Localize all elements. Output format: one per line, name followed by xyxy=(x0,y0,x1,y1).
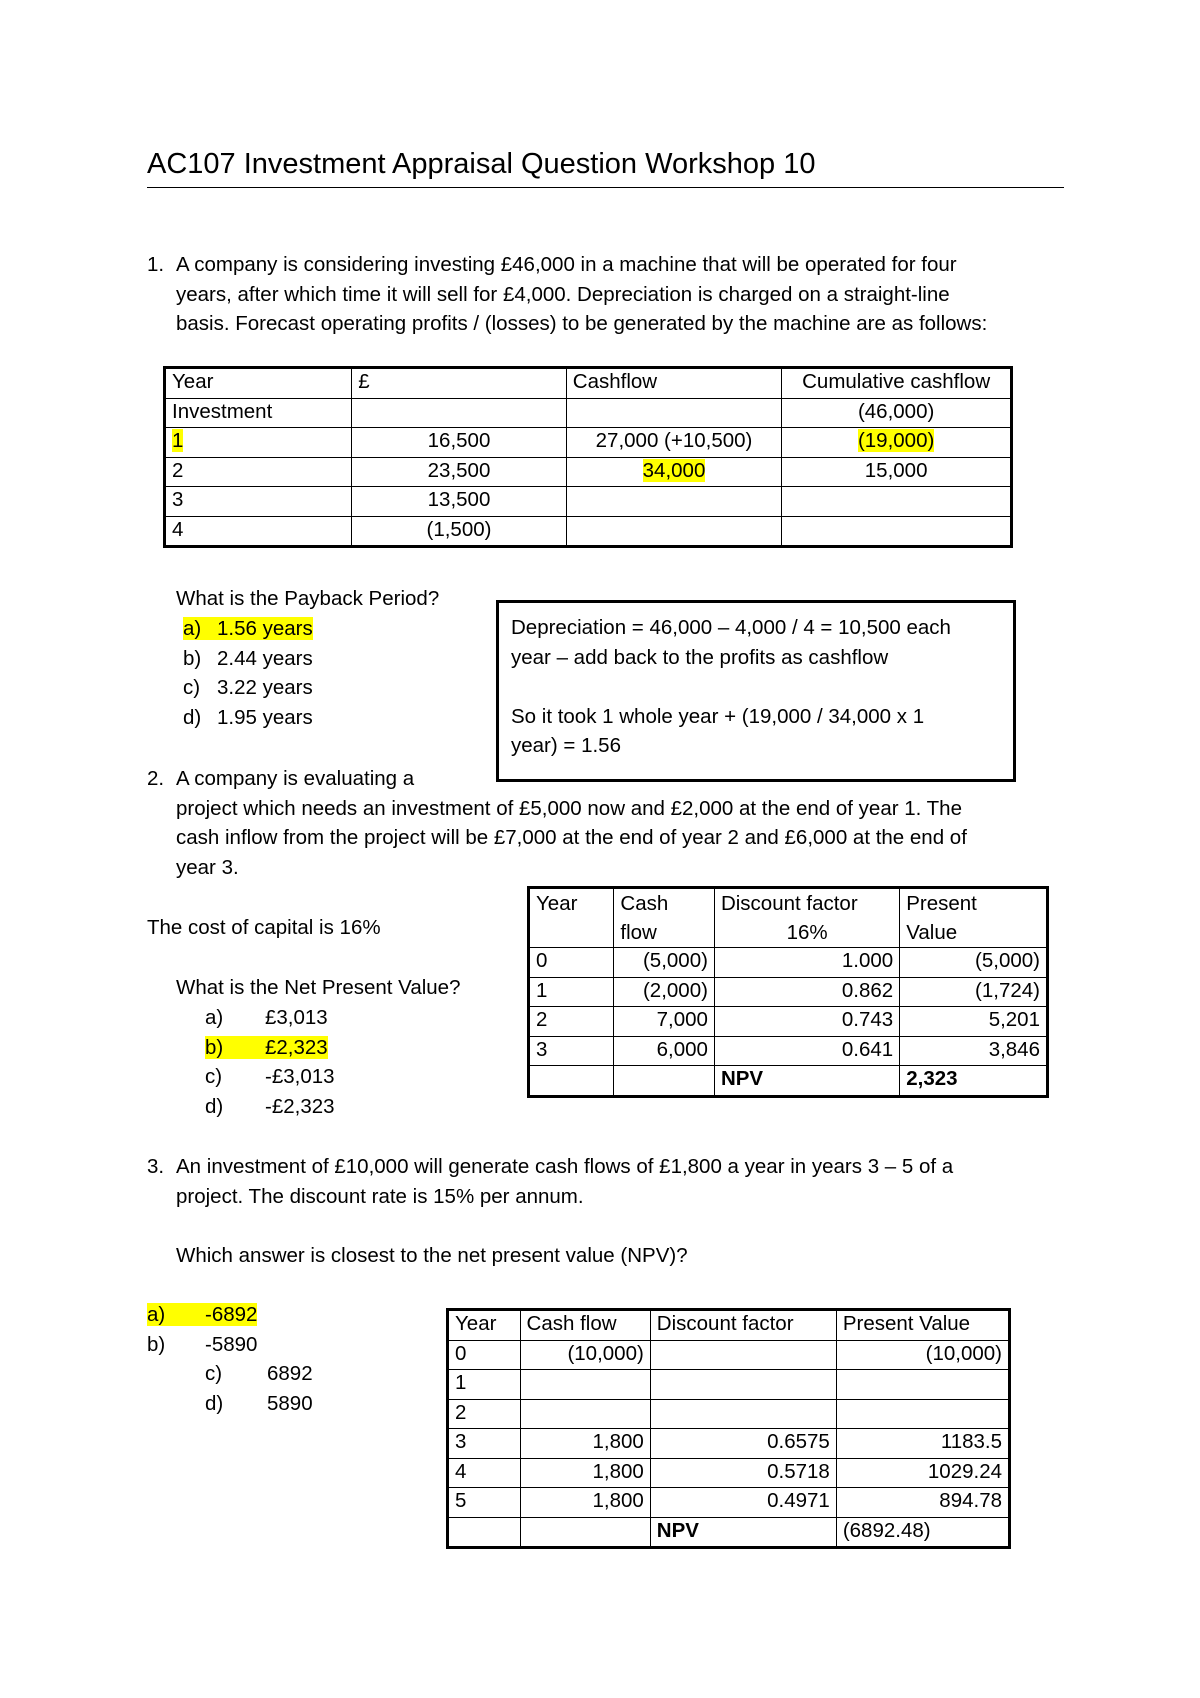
table-cell: (2,000) xyxy=(614,977,715,1007)
table-cell: 27,000 (+10,500) xyxy=(566,428,782,458)
table-header-row xyxy=(529,888,1048,948)
header-cell: Present Value xyxy=(836,1310,1009,1341)
header-cell xyxy=(614,888,715,948)
q1-number: 1. xyxy=(147,253,165,276)
table-cell: 1 xyxy=(529,977,614,1007)
table-cell: (46,000) xyxy=(782,398,1012,428)
table-cell xyxy=(448,1517,521,1548)
q3-options xyxy=(147,1300,313,1418)
option-letter: d) xyxy=(205,1094,224,1118)
table-cell xyxy=(520,1370,650,1400)
header-cell: Year xyxy=(448,1310,521,1341)
option-letter: b) xyxy=(183,646,202,670)
highlighted-answer xyxy=(147,1303,257,1326)
table-cell: 3 xyxy=(165,487,352,517)
table-cell: 894.78 xyxy=(836,1488,1009,1518)
table-row xyxy=(448,1370,1010,1400)
table-row xyxy=(448,1488,1010,1518)
table-cell xyxy=(650,1370,836,1400)
option-d[interactable] xyxy=(147,1389,313,1419)
option-letter: d) xyxy=(183,705,202,729)
table-row xyxy=(529,977,1048,1007)
option-text: 6892 xyxy=(267,1362,313,1385)
npv-value: 2,323 xyxy=(900,1066,1048,1097)
table-cell: 4 xyxy=(448,1458,521,1488)
table-cell: 1.000 xyxy=(714,948,899,978)
option-c[interactable] xyxy=(205,1062,335,1092)
option-d[interactable] xyxy=(183,703,313,733)
table-cell xyxy=(352,398,567,428)
table-cell xyxy=(165,428,352,458)
highlighted-year: 1 xyxy=(172,429,184,452)
q3-text-line: An investment of £10,000 will generate cash flows of £1,800 a year in years 3 – 5 of a xyxy=(176,1155,954,1178)
table-cell: 0.641 xyxy=(714,1036,899,1066)
option-a[interactable] xyxy=(183,614,313,644)
highlighted-cashflow: 34,000 xyxy=(642,458,706,482)
q1-text-line: years, after which time it will sell for £4,000. Depreciation is charged on a straight-line xyxy=(176,282,950,306)
header-cell xyxy=(529,888,614,948)
table-cell: (10,000) xyxy=(520,1340,650,1370)
working-line: year – add back to the profits as cashflow xyxy=(511,645,889,669)
q1-question: What is the Payback Period? xyxy=(176,587,440,610)
header-text: 16% xyxy=(786,921,828,944)
option-letter: c) xyxy=(205,1065,223,1088)
header-cell: Cashflow xyxy=(566,368,782,399)
table-header-row xyxy=(448,1310,1010,1341)
option-letter: b) xyxy=(205,1035,224,1059)
q2-number: 2. xyxy=(147,767,165,790)
table-cell: 2 xyxy=(448,1399,521,1429)
option-letter: c) xyxy=(205,1362,223,1385)
table-cell: 0.862 xyxy=(714,977,899,1007)
q1-text-line: basis. Forecast operating profits / (losses) to be generated by the machine are as follows: xyxy=(176,312,988,335)
option-text: £2,323 xyxy=(265,1035,328,1059)
npv-label: NPV xyxy=(650,1517,836,1548)
table-row xyxy=(165,516,1012,547)
table-cell xyxy=(566,398,782,428)
option-c[interactable] xyxy=(147,1359,313,1389)
option-letter: a) xyxy=(147,1303,166,1326)
table-cell xyxy=(520,1399,650,1429)
table-cell xyxy=(782,516,1012,547)
option-text: -6892 xyxy=(205,1303,258,1326)
highlighted-answer xyxy=(205,1036,328,1059)
option-letter: c) xyxy=(183,676,201,699)
highlighted-answer xyxy=(183,617,313,640)
header-text: Value xyxy=(906,921,958,944)
header-text: Discount factor xyxy=(720,892,858,915)
option-text: -£2,323 xyxy=(265,1094,335,1118)
option-letter: a) xyxy=(205,1006,224,1029)
table-cell: 1,800 xyxy=(520,1429,650,1459)
table-row xyxy=(448,1429,1010,1459)
table-cell: (10,000) xyxy=(836,1340,1009,1370)
q2-text-line: project which needs an investment of £5,000 now and £2,000 at the end of year 1. The xyxy=(176,796,962,820)
table-cell: 15,000 xyxy=(782,457,1012,487)
option-b[interactable] xyxy=(147,1330,313,1360)
option-b[interactable] xyxy=(183,644,313,674)
table-cell xyxy=(520,1517,650,1548)
working-line: Depreciation = 46,000 – 4,000 / 4 = 10,500 each xyxy=(511,616,951,639)
q2-text-line: A company is evaluating a xyxy=(176,767,415,790)
option-text: £3,013 xyxy=(265,1006,328,1029)
q3-text-line: project. The discount rate is 15% per annum. xyxy=(176,1184,584,1208)
q2-text xyxy=(176,764,967,882)
npv-value: (6892.48) xyxy=(836,1517,1009,1548)
option-text: 2.44 years xyxy=(217,646,313,670)
q2-text-line: year 3. xyxy=(176,855,239,879)
table-cell: 5,201 xyxy=(900,1007,1048,1037)
q1-text xyxy=(176,250,987,339)
option-a[interactable] xyxy=(147,1300,313,1330)
table-cell: 1 xyxy=(448,1370,521,1400)
header-cell: Cumulative cashflow xyxy=(782,368,1012,399)
header-cell: Year xyxy=(165,368,352,399)
table-cell: 0 xyxy=(448,1340,521,1370)
table-cell xyxy=(836,1370,1009,1400)
option-a[interactable] xyxy=(205,1003,335,1033)
table-cell xyxy=(782,428,1012,458)
table-row xyxy=(165,428,1012,458)
table-header-row xyxy=(165,368,1012,399)
q3-question: Which answer is closest to the net present value (NPV)? xyxy=(176,1244,688,1267)
table-cell: 0.743 xyxy=(714,1007,899,1037)
q2-options xyxy=(205,1003,335,1121)
option-text: 5890 xyxy=(267,1391,313,1415)
table-cell: (1,724) xyxy=(900,977,1048,1007)
table-cell: 16,500 xyxy=(352,428,567,458)
table-cell: 0.6575 xyxy=(650,1429,836,1459)
table-row xyxy=(448,1340,1010,1370)
header-text: flow xyxy=(620,921,657,944)
option-text: -£3,013 xyxy=(265,1065,335,1088)
q3-table xyxy=(446,1308,1011,1549)
title-rule xyxy=(147,187,1064,188)
header-text: Year xyxy=(536,892,578,915)
option-text: -5890 xyxy=(205,1332,258,1356)
working-line: So it took 1 whole year + (19,000 / 34,000 x 1 xyxy=(511,704,925,728)
table-cell xyxy=(566,516,782,547)
q2-cost-of-capital: The cost of capital is 16% xyxy=(147,916,381,939)
table-row xyxy=(529,1007,1048,1037)
page-title: AC107 Investment Appraisal Question Workshop 10 xyxy=(147,148,816,180)
table-cell: 3 xyxy=(448,1429,521,1459)
table-row xyxy=(165,457,1012,487)
table-cell xyxy=(566,457,782,487)
table-row xyxy=(165,487,1012,517)
table-row xyxy=(529,1036,1048,1066)
table-cell: 6,000 xyxy=(614,1036,715,1066)
table-cell: 23,500 xyxy=(352,457,567,487)
header-cell: Discount factor xyxy=(650,1310,836,1341)
table-cell: 13,500 xyxy=(352,487,567,517)
q1-options xyxy=(183,614,313,732)
q1-table xyxy=(163,366,1013,548)
header-cell xyxy=(900,888,1048,948)
table-cell xyxy=(529,1066,614,1097)
option-letter: b) xyxy=(147,1332,166,1356)
table-cell: 7,000 xyxy=(614,1007,715,1037)
q2-table xyxy=(527,886,1049,1098)
table-cell: 1,800 xyxy=(520,1488,650,1518)
table-cell: (5,000) xyxy=(614,948,715,978)
table-cell: (5,000) xyxy=(900,948,1048,978)
table-cell: Investment xyxy=(165,398,352,428)
table-cell: 1183.5 xyxy=(836,1429,1009,1459)
q1-text-line: A company is considering investing £46,000 in a machine that will be operated for four xyxy=(176,253,957,276)
option-letter: d) xyxy=(205,1391,224,1415)
table-cell: 2 xyxy=(165,457,352,487)
table-row xyxy=(448,1517,1010,1548)
q3-number: 3. xyxy=(147,1155,165,1178)
q2-text-line: cash inflow from the project will be £7,000 at the end of year 2 and £6,000 at the end of xyxy=(176,826,967,849)
table-cell: (1,500) xyxy=(352,516,567,547)
option-d[interactable] xyxy=(205,1092,335,1122)
header-text: Present xyxy=(906,892,977,915)
header-cell: Cash flow xyxy=(520,1310,650,1341)
option-b[interactable] xyxy=(205,1033,335,1063)
table-cell: 1,800 xyxy=(520,1458,650,1488)
option-c[interactable] xyxy=(183,673,313,703)
table-cell xyxy=(614,1066,715,1097)
header-text: Cash xyxy=(620,892,669,915)
option-letter: a) xyxy=(183,617,202,640)
highlighted-cumulative: (19,000) xyxy=(857,429,935,452)
q3-text xyxy=(176,1152,953,1211)
table-cell: 3,846 xyxy=(900,1036,1048,1066)
table-cell xyxy=(836,1399,1009,1429)
option-text: 3.22 years xyxy=(217,676,313,699)
table-row xyxy=(448,1399,1010,1429)
working-line: year) = 1.56 xyxy=(511,734,621,757)
table-cell xyxy=(566,487,782,517)
table-row xyxy=(165,398,1012,428)
table-cell: 4 xyxy=(165,516,352,547)
table-row xyxy=(448,1458,1010,1488)
spacer xyxy=(511,672,1001,702)
q1-working-box xyxy=(496,600,1016,782)
table-cell: 5 xyxy=(448,1488,521,1518)
table-cell: 3 xyxy=(529,1036,614,1066)
header-cell: £ xyxy=(352,368,567,399)
table-cell: 1029.24 xyxy=(836,1458,1009,1488)
q2-question: What is the Net Present Value? xyxy=(176,976,461,999)
table-cell xyxy=(650,1340,836,1370)
table-cell xyxy=(782,487,1012,517)
npv-label: NPV xyxy=(714,1066,899,1097)
table-cell: 0.5718 xyxy=(650,1458,836,1488)
table-cell: 2 xyxy=(529,1007,614,1037)
table-row xyxy=(529,948,1048,978)
header-cell xyxy=(714,888,899,948)
table-cell: 0.4971 xyxy=(650,1488,836,1518)
option-text: 1.56 years xyxy=(217,617,313,640)
table-cell xyxy=(650,1399,836,1429)
table-row xyxy=(529,1066,1048,1097)
option-text: 1.95 years xyxy=(217,705,313,729)
table-cell: 0 xyxy=(529,948,614,978)
